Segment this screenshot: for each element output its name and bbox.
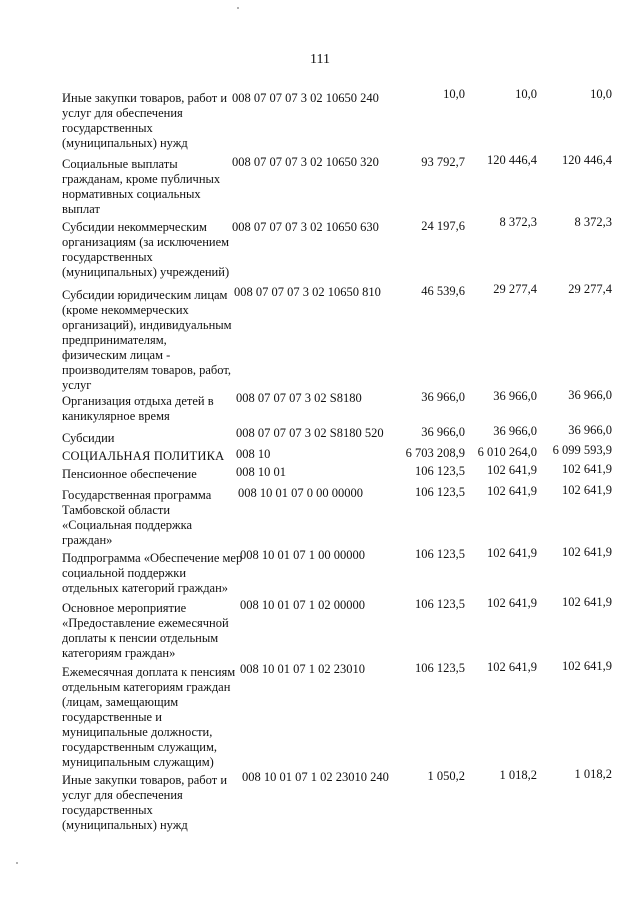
row-code: 008 07 07 07 3 02 S8180	[236, 391, 362, 405]
row-value-2: 36 966,0	[493, 424, 537, 438]
row-value-3: 102 641,9	[562, 659, 612, 673]
row-value-3: 102 641,9	[562, 595, 612, 609]
row-code: 008 07 07 07 3 02 10650 810	[234, 285, 381, 299]
row-value-1: 36 966,0	[421, 425, 465, 439]
row-value-3: 29 277,4	[568, 282, 612, 296]
row-name: Пенсионное обеспечение	[62, 467, 197, 481]
row-name: Государственная программа Тамбовской области «Социальная поддержка граждан»	[62, 488, 212, 547]
row-name: Субсидии юридическим лицам (кроме некоммерческих организаций), индивидуальным предпринимателям, физическим лицам - производителям товаров, работ, услуг	[62, 288, 232, 392]
row-code: 008 10 01 07 0 00 00000	[238, 486, 363, 500]
row-name: Субсидии	[62, 431, 115, 445]
row-value-2: 1 018,2	[499, 768, 537, 782]
row-value-1: 106 123,5	[415, 661, 465, 675]
row-value-1: 36 966,0	[421, 390, 465, 404]
row-value-3: 1 018,2	[574, 767, 612, 781]
row-value-1: 106 123,5	[415, 547, 465, 561]
row-name: Субсидии некоммерческим организациям (за исключением государственных (муниципальных) учреждений)	[62, 220, 230, 279]
row-name: Социальные выплаты гражданам, кроме публичных нормативных социальных выплат	[62, 157, 221, 216]
row-value-1: 106 123,5	[415, 464, 465, 478]
row-code: 008 10 01 07 1 02 00000	[240, 598, 365, 612]
row-value-3: 8 372,3	[574, 215, 612, 229]
row-value-2: 102 641,9	[487, 463, 537, 477]
row-name: СОЦИАЛЬНАЯ ПОЛИТИКА	[62, 449, 225, 463]
row-value-3: 36 966,0	[568, 423, 612, 437]
row-code: 008 07 07 07 3 02 S8180 520	[236, 426, 384, 440]
row-name: Иные закупки товаров, работ и услуг для обеспечения государственных (муниципальных) нужд	[62, 773, 228, 832]
row-value-3: 120 446,4	[562, 153, 612, 167]
row-value-3: 36 966,0	[568, 388, 612, 402]
row-value-1: 46 539,6	[421, 284, 465, 298]
row-code: 008 07 07 07 3 02 10650 630	[232, 220, 379, 234]
row-value-2: 36 966,0	[493, 389, 537, 403]
row-value-2: 102 641,9	[487, 596, 537, 610]
row-value-1: 106 123,5	[415, 597, 465, 611]
row-value-3: 102 641,9	[562, 483, 612, 497]
row-code: 008 10 01 07 1 02 23010	[240, 662, 365, 676]
row-code: 008 10 01	[236, 465, 286, 479]
page-number: 111	[310, 52, 330, 67]
row-value-1: 24 197,6	[421, 219, 465, 233]
row-name: Подпрограмма «Обеспечение мер социальной поддержки отдельных категорий граждан»	[62, 551, 243, 595]
row-name: Основное мероприятие «Предоставление ежемесячной доплаты к пенсии отдельным категориям граждан»	[62, 601, 229, 660]
row-name: Иные закупки товаров, работ и услуг для обеспечения государственных (муниципальных) нужд	[62, 91, 228, 150]
row-value-2: 29 277,4	[493, 282, 537, 296]
row-code: 008 10 01 07 1 00 00000	[240, 548, 365, 562]
row-code: 008 07 07 07 3 02 10650 320	[232, 155, 379, 169]
row-code: 008 07 07 07 3 02 10650 240	[232, 91, 379, 105]
row-value-2: 102 641,9	[487, 484, 537, 498]
row-code: 008 10	[236, 447, 271, 461]
row-name: Ежемесячная доплата к пенсиям отдельным категориям граждан (лицам, замещающим государственные и муниципальные должности, государственным служащим, муниципальным служащим)	[62, 665, 236, 769]
row-value-3: 10,0	[590, 87, 612, 101]
row-value-2: 102 641,9	[487, 546, 537, 560]
row-value-1: 106 123,5	[415, 485, 465, 499]
row-value-2: 10,0	[515, 87, 537, 101]
row-value-1: 10,0	[443, 87, 465, 101]
row-value-3: 6 099 593,9	[552, 443, 612, 457]
row-value-2: 6 010 264,0	[477, 445, 537, 459]
row-value-1: 6 703 208,9	[405, 446, 465, 460]
row-value-1: 93 792,7	[421, 155, 465, 169]
row-value-1: 1 050,2	[427, 769, 465, 783]
scan-speck	[237, 7, 239, 9]
row-value-3: 102 641,9	[562, 462, 612, 476]
row-code: 008 10 01 07 1 02 23010 240	[242, 770, 389, 784]
row-value-2: 120 446,4	[487, 153, 537, 167]
scan-speck	[16, 862, 18, 864]
row-value-2: 8 372,3	[499, 215, 537, 229]
row-name: Организация отдыха детей в каникулярное время	[62, 394, 214, 423]
row-value-3: 102 641,9	[562, 545, 612, 559]
row-value-2: 102 641,9	[487, 660, 537, 674]
